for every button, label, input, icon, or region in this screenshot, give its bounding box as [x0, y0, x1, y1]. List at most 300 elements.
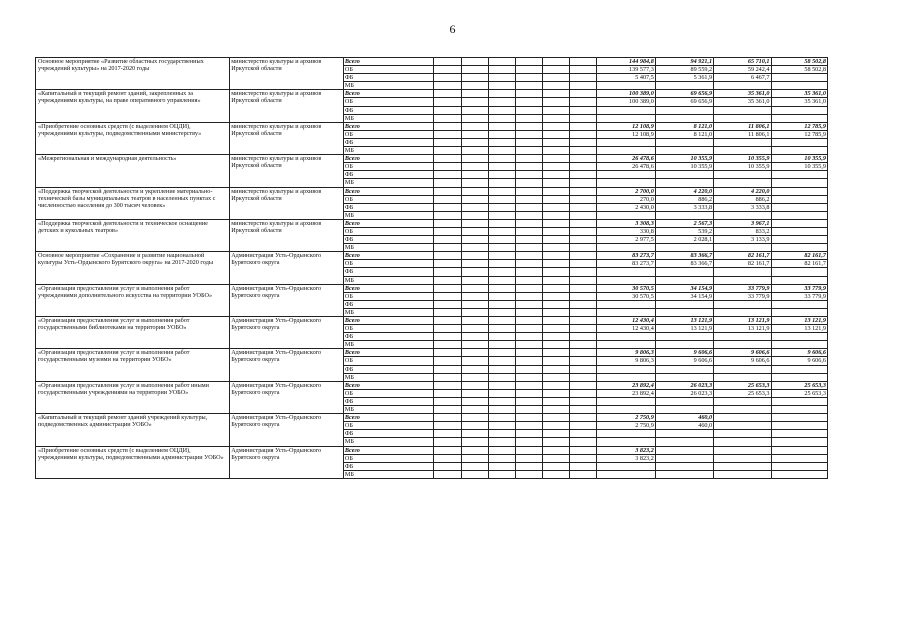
empty-cell	[515, 252, 542, 260]
amount-cell	[771, 462, 828, 470]
empty-cell	[515, 381, 542, 389]
empty-cell	[570, 284, 597, 292]
empty-cell	[515, 66, 542, 74]
empty-cell	[515, 389, 542, 397]
amount-cell: 3 823,2	[597, 446, 655, 454]
empty-cell	[543, 389, 570, 397]
executor-name: министерство культуры и архивов Иркутской области	[230, 187, 344, 219]
amount-cell: 100 389,0	[597, 98, 655, 106]
funding-source: ОБ	[343, 227, 434, 235]
executor-name: Администрация Усть-Ордынского Бурятского округа	[230, 446, 344, 478]
empty-cell	[570, 219, 597, 227]
empty-cell	[515, 406, 542, 414]
empty-cell	[461, 252, 488, 260]
amount-cell	[714, 268, 771, 276]
empty-cell	[543, 66, 570, 74]
empty-cell	[488, 300, 515, 308]
table-row	[36, 187, 828, 195]
amount-cell: 886,2	[714, 195, 771, 203]
amount-cell: 33 779,9	[714, 284, 771, 292]
empty-cell	[515, 373, 542, 381]
empty-cell	[461, 430, 488, 438]
amount-cell	[771, 244, 828, 252]
empty-cell	[543, 373, 570, 381]
empty-cell	[515, 98, 542, 106]
empty-cell	[488, 90, 515, 98]
empty-cell	[434, 179, 461, 187]
empty-cell	[434, 195, 461, 203]
amount-cell	[655, 300, 713, 308]
empty-cell	[543, 219, 570, 227]
amount-cell: 3 133,9	[714, 236, 771, 244]
empty-cell	[461, 357, 488, 365]
amount-cell: 83 366,7	[655, 252, 713, 260]
amount-cell	[714, 470, 771, 478]
empty-cell	[461, 187, 488, 195]
empty-cell	[543, 58, 570, 66]
empty-cell	[488, 179, 515, 187]
amount-cell: 886,2	[655, 195, 713, 203]
empty-cell	[515, 446, 542, 454]
empty-cell	[543, 422, 570, 430]
amount-cell	[771, 179, 828, 187]
amount-cell	[597, 268, 655, 276]
empty-cell	[570, 106, 597, 114]
amount-cell: 35 361,0	[771, 98, 828, 106]
empty-cell	[488, 325, 515, 333]
funding-source: МБ	[343, 470, 434, 478]
empty-cell	[570, 260, 597, 268]
amount-cell: 35 361,0	[771, 90, 828, 98]
empty-cell	[543, 430, 570, 438]
empty-cell	[461, 122, 488, 130]
empty-cell	[543, 138, 570, 146]
empty-cell	[543, 333, 570, 341]
table-row	[36, 90, 828, 98]
empty-cell	[515, 147, 542, 155]
amount-cell	[714, 422, 771, 430]
empty-cell	[434, 292, 461, 300]
empty-cell	[434, 244, 461, 252]
empty-cell	[515, 58, 542, 66]
empty-cell	[543, 349, 570, 357]
empty-cell	[543, 74, 570, 82]
amount-cell: 2 750,9	[597, 422, 655, 430]
empty-cell	[488, 341, 515, 349]
funding-source: ФБ	[343, 138, 434, 146]
empty-cell	[543, 114, 570, 122]
empty-cell	[434, 130, 461, 138]
amount-cell	[655, 147, 713, 155]
empty-cell	[488, 130, 515, 138]
empty-cell	[570, 130, 597, 138]
amount-cell	[597, 397, 655, 405]
empty-cell	[570, 114, 597, 122]
empty-cell	[570, 155, 597, 163]
empty-cell	[570, 195, 597, 203]
empty-cell	[570, 325, 597, 333]
amount-cell	[655, 82, 713, 90]
empty-cell	[461, 244, 488, 252]
empty-cell	[570, 349, 597, 357]
amount-cell: 26 478,6	[597, 155, 655, 163]
amount-cell	[771, 114, 828, 122]
empty-cell	[461, 90, 488, 98]
amount-cell	[597, 430, 655, 438]
empty-cell	[515, 219, 542, 227]
amount-cell	[771, 470, 828, 478]
empty-cell	[488, 333, 515, 341]
empty-cell	[461, 114, 488, 122]
funding-source: Всего	[343, 58, 434, 66]
amount-cell	[597, 373, 655, 381]
empty-cell	[434, 58, 461, 66]
empty-cell	[570, 438, 597, 446]
amount-cell: 3 967,1	[714, 219, 771, 227]
executor-name: министерство культуры и архивов Иркутской области	[230, 90, 344, 122]
funding-source: ОБ	[343, 130, 434, 138]
funding-source: ФБ	[343, 397, 434, 405]
amount-cell: 25 653,3	[771, 389, 828, 397]
amount-cell: 34 154,9	[655, 284, 713, 292]
empty-cell	[488, 381, 515, 389]
empty-cell	[434, 333, 461, 341]
empty-cell	[488, 114, 515, 122]
amount-cell: 9 606,6	[655, 349, 713, 357]
empty-cell	[570, 179, 597, 187]
amount-cell: 100 389,0	[597, 90, 655, 98]
amount-cell: 13 121,9	[655, 325, 713, 333]
empty-cell	[488, 454, 515, 462]
empty-cell	[461, 389, 488, 397]
amount-cell: 12 430,4	[597, 325, 655, 333]
amount-cell: 12 108,9	[597, 130, 655, 138]
amount-cell: 460,0	[655, 414, 713, 422]
activity-name: Основное мероприятие «Развитие областных государственных учреждений культуры» на 2017-2020 годы	[36, 58, 230, 90]
empty-cell	[434, 414, 461, 422]
empty-cell	[488, 236, 515, 244]
empty-cell	[461, 211, 488, 219]
amount-cell	[714, 414, 771, 422]
empty-cell	[515, 462, 542, 470]
empty-cell	[461, 341, 488, 349]
empty-cell	[515, 138, 542, 146]
amount-cell	[597, 179, 655, 187]
empty-cell	[434, 147, 461, 155]
activity-name: «Организация предоставления услуг и выполнения работ государственными музеями на территории УОБО»	[36, 349, 230, 381]
table-row	[36, 414, 828, 422]
empty-cell	[543, 325, 570, 333]
amount-cell: 460,0	[655, 422, 713, 430]
empty-cell	[434, 268, 461, 276]
empty-cell	[543, 106, 570, 114]
empty-cell	[543, 300, 570, 308]
activity-name: «Капитальный и текущий ремонт зданий учреждений культуры, подведомственных администрации УОБО»	[36, 414, 230, 446]
empty-cell	[461, 397, 488, 405]
funding-source: Всего	[343, 349, 434, 357]
amount-cell: 30 570,5	[597, 284, 655, 292]
funding-source: ОБ	[343, 195, 434, 203]
amount-cell	[771, 227, 828, 235]
empty-cell	[543, 179, 570, 187]
amount-cell	[771, 438, 828, 446]
amount-cell	[771, 422, 828, 430]
funding-source: Всего	[343, 284, 434, 292]
empty-cell	[515, 195, 542, 203]
empty-cell	[543, 365, 570, 373]
funding-source: ОБ	[343, 357, 434, 365]
empty-cell	[570, 389, 597, 397]
empty-cell	[570, 98, 597, 106]
amount-cell	[771, 454, 828, 462]
empty-cell	[515, 308, 542, 316]
funding-source: Всего	[343, 446, 434, 454]
empty-cell	[461, 98, 488, 106]
empty-cell	[515, 211, 542, 219]
activity-name: «Приобретение основных средств (с выделением ОЦДИ), учреждениями культуры, подведомственными министерству»	[36, 122, 230, 154]
empty-cell	[461, 446, 488, 454]
empty-cell	[461, 236, 488, 244]
amount-cell	[597, 114, 655, 122]
amount-cell: 10 355,9	[714, 155, 771, 163]
empty-cell	[515, 114, 542, 122]
amount-cell: 144 984,8	[597, 58, 655, 66]
amount-cell: 69 656,9	[655, 90, 713, 98]
empty-cell	[434, 236, 461, 244]
amount-cell: 10 355,9	[655, 163, 713, 171]
empty-cell	[434, 211, 461, 219]
empty-cell	[570, 308, 597, 316]
empty-cell	[515, 422, 542, 430]
empty-cell	[570, 276, 597, 284]
amount-cell	[771, 203, 828, 211]
empty-cell	[543, 90, 570, 98]
empty-cell	[543, 317, 570, 325]
empty-cell	[488, 365, 515, 373]
empty-cell	[461, 268, 488, 276]
amount-cell: 58 502,8	[771, 66, 828, 74]
empty-cell	[570, 66, 597, 74]
empty-cell	[543, 211, 570, 219]
amount-cell: 89 559,2	[655, 66, 713, 74]
amount-cell: 6 467,7	[714, 74, 771, 82]
empty-cell	[461, 66, 488, 74]
amount-cell	[771, 397, 828, 405]
amount-cell: 33 779,9	[771, 284, 828, 292]
empty-cell	[488, 227, 515, 235]
amount-cell	[597, 365, 655, 373]
empty-cell	[543, 357, 570, 365]
empty-cell	[543, 163, 570, 171]
amount-cell	[597, 406, 655, 414]
amount-cell	[597, 300, 655, 308]
empty-cell	[570, 333, 597, 341]
amount-cell: 26 023,3	[655, 389, 713, 397]
empty-cell	[434, 349, 461, 357]
amount-cell: 12 785,9	[771, 130, 828, 138]
activity-name: «Поддержка творческой деятельности и техническое оснащение детских и кукольных театров»	[36, 219, 230, 251]
activity-name: «Организация предоставления услуг и выполнения работ иными государственными учреждениями на территории УОБО»	[36, 381, 230, 413]
empty-cell	[515, 203, 542, 211]
empty-cell	[434, 260, 461, 268]
amount-cell: 8 121,0	[655, 122, 713, 130]
funding-source: ОБ	[343, 292, 434, 300]
empty-cell	[461, 82, 488, 90]
empty-cell	[570, 236, 597, 244]
empty-cell	[543, 252, 570, 260]
amount-cell	[714, 114, 771, 122]
amount-cell: 5 361,9	[655, 74, 713, 82]
amount-cell	[655, 406, 713, 414]
amount-cell	[597, 82, 655, 90]
amount-cell	[714, 138, 771, 146]
empty-cell	[434, 341, 461, 349]
amount-cell	[597, 333, 655, 341]
empty-cell	[543, 195, 570, 203]
empty-cell	[434, 171, 461, 179]
amount-cell: 94 921,1	[655, 58, 713, 66]
amount-cell: 2 700,0	[597, 187, 655, 195]
amount-cell	[655, 114, 713, 122]
activity-name: Основное мероприятие «Сохранение и развитие национальной культуры Усть-Ордынского Бурятского округа» на 2017-2020 годы	[36, 252, 230, 284]
funding-source: ФБ	[343, 300, 434, 308]
empty-cell	[434, 389, 461, 397]
empty-cell	[570, 341, 597, 349]
amount-cell: 2 430,0	[597, 203, 655, 211]
amount-cell	[771, 236, 828, 244]
empty-cell	[488, 389, 515, 397]
empty-cell	[461, 284, 488, 292]
empty-cell	[515, 268, 542, 276]
empty-cell	[570, 122, 597, 130]
empty-cell	[434, 438, 461, 446]
empty-cell	[515, 349, 542, 357]
empty-cell	[570, 203, 597, 211]
empty-cell	[488, 147, 515, 155]
empty-cell	[515, 82, 542, 90]
amount-cell	[771, 211, 828, 219]
amount-cell	[655, 454, 713, 462]
funding-source: МБ	[343, 82, 434, 90]
empty-cell	[461, 422, 488, 430]
table-row	[36, 349, 828, 357]
empty-cell	[488, 373, 515, 381]
empty-cell	[488, 462, 515, 470]
amount-cell: 10 355,9	[655, 155, 713, 163]
empty-cell	[543, 130, 570, 138]
empty-cell	[434, 122, 461, 130]
empty-cell	[461, 317, 488, 325]
funding-source: МБ	[343, 373, 434, 381]
amount-cell	[714, 147, 771, 155]
empty-cell	[434, 227, 461, 235]
funding-source: Всего	[343, 317, 434, 325]
amount-cell	[714, 308, 771, 316]
empty-cell	[515, 130, 542, 138]
funding-source: МБ	[343, 211, 434, 219]
empty-cell	[434, 365, 461, 373]
amount-cell	[597, 244, 655, 252]
empty-cell	[543, 292, 570, 300]
empty-cell	[461, 462, 488, 470]
empty-cell	[461, 74, 488, 82]
empty-cell	[461, 203, 488, 211]
empty-cell	[434, 381, 461, 389]
amount-cell	[771, 308, 828, 316]
amount-cell	[771, 406, 828, 414]
empty-cell	[488, 122, 515, 130]
amount-cell	[771, 276, 828, 284]
amount-cell: 9 606,6	[771, 349, 828, 357]
amount-cell: 8 121,0	[655, 130, 713, 138]
empty-cell	[543, 406, 570, 414]
budget-table-body	[36, 58, 828, 479]
amount-cell: 59 242,4	[714, 66, 771, 74]
empty-cell	[488, 82, 515, 90]
amount-cell	[597, 341, 655, 349]
amount-cell: 25 653,3	[771, 381, 828, 389]
empty-cell	[543, 171, 570, 179]
empty-cell	[434, 163, 461, 171]
amount-cell	[771, 333, 828, 341]
empty-cell	[515, 179, 542, 187]
amount-cell: 330,8	[597, 227, 655, 235]
amount-cell: 26 023,3	[655, 381, 713, 389]
empty-cell	[570, 300, 597, 308]
empty-cell	[434, 373, 461, 381]
empty-cell	[488, 317, 515, 325]
funding-source: Всего	[343, 155, 434, 163]
amount-cell: 83 273,7	[597, 252, 655, 260]
empty-cell	[515, 122, 542, 130]
amount-cell: 23 892,4	[597, 389, 655, 397]
amount-cell	[714, 171, 771, 179]
empty-cell	[515, 260, 542, 268]
empty-cell	[570, 187, 597, 195]
amount-cell: 12 785,9	[771, 122, 828, 130]
amount-cell	[655, 333, 713, 341]
amount-cell	[655, 171, 713, 179]
amount-cell	[771, 106, 828, 114]
empty-cell	[543, 147, 570, 155]
empty-cell	[488, 219, 515, 227]
funding-source: ОБ	[343, 325, 434, 333]
empty-cell	[543, 260, 570, 268]
empty-cell	[570, 430, 597, 438]
amount-cell	[655, 244, 713, 252]
empty-cell	[434, 276, 461, 284]
empty-cell	[488, 438, 515, 446]
empty-cell	[515, 74, 542, 82]
empty-cell	[434, 462, 461, 470]
empty-cell	[515, 163, 542, 171]
amount-cell: 2 028,1	[655, 236, 713, 244]
empty-cell	[570, 406, 597, 414]
empty-cell	[488, 414, 515, 422]
empty-cell	[488, 357, 515, 365]
page-number: 6	[449, 22, 456, 36]
empty-cell	[570, 292, 597, 300]
amount-cell	[771, 268, 828, 276]
funding-source: ОБ	[343, 454, 434, 462]
empty-cell	[434, 406, 461, 414]
empty-cell	[570, 317, 597, 325]
amount-cell	[714, 244, 771, 252]
empty-cell	[570, 74, 597, 82]
amount-cell	[597, 438, 655, 446]
empty-cell	[461, 300, 488, 308]
amount-cell: 833,2	[714, 227, 771, 235]
